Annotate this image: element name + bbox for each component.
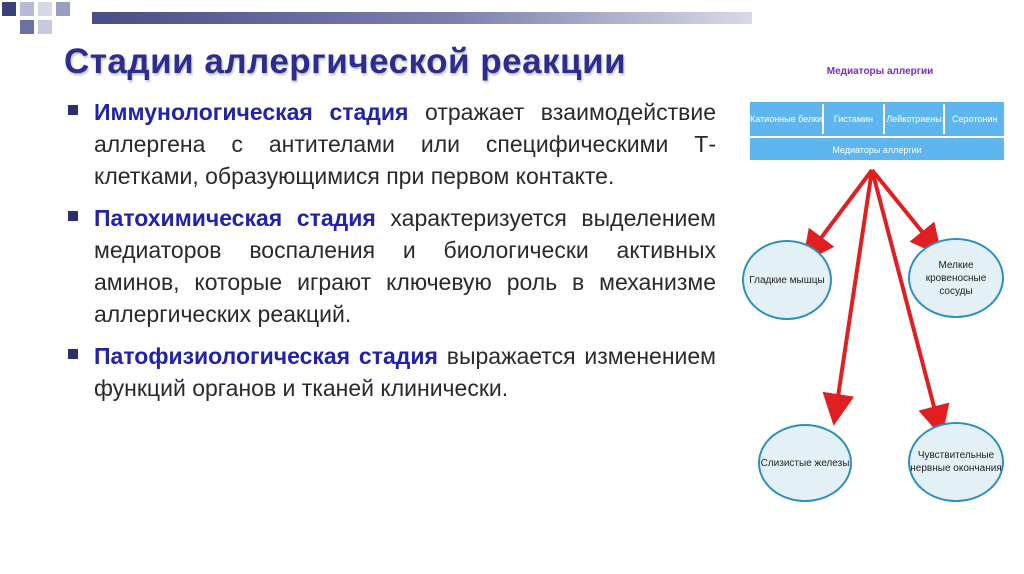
bullet-term: Иммунологическая стадия <box>94 99 409 125</box>
header-decorative-bar <box>92 12 752 24</box>
target-nerve-endings: Чувствительные нервные окончания <box>908 422 1004 502</box>
target-small-vessels: Мелкие кровеносные сосуды <box>908 238 1004 318</box>
bullet-pathophysiological <box>66 340 716 404</box>
bullet-list <box>66 96 716 414</box>
mediator-histamine: Гистамин <box>824 104 885 134</box>
bullet-description: отражает взаимодействие аллергена с антителами или специфическими Т-клетками, образующимися при первом контакте. <box>94 99 716 189</box>
bullet-text <box>94 340 716 404</box>
bullet-square-icon <box>68 211 78 221</box>
bullet-term: Патохимическая стадия <box>94 205 376 231</box>
bullet-description: характеризуется выделением медиаторов воспаления и биологически активных аминов, которые играют ключевую роль в механизме аллергических реакций. <box>94 205 716 327</box>
diagram-title: Медиаторы аллергии <box>826 66 934 77</box>
target-mucous-glands: Слизистые железы <box>758 424 852 502</box>
target-smooth-muscle: Гладкие мышцы <box>742 240 832 320</box>
bullet-text <box>94 96 716 192</box>
mediator-leukotrienes: Лейкотриены <box>885 104 946 134</box>
bullet-square-icon <box>68 349 78 359</box>
bullet-description: выражается изменением функций органов и тканей клинически. <box>94 343 716 401</box>
decorative-squares <box>0 0 80 45</box>
slide-title: Стадии аллергической реакции <box>64 42 627 81</box>
bullet-text <box>94 202 716 330</box>
bullet-pathochemical <box>66 202 716 330</box>
mediator-cationic-proteins: Катионные белки <box>750 104 824 134</box>
mediators-box <box>748 100 1006 162</box>
mediators-row <box>750 104 1004 134</box>
bullet-term: Патофизиологическая стадия <box>94 343 438 369</box>
arrow-to-mucous-glands <box>836 170 872 410</box>
bullet-square-icon <box>68 105 78 115</box>
bullet-immunological <box>66 96 716 192</box>
mediator-serotonin: Серотонин <box>952 114 998 124</box>
mediators-box-label: Медиаторы аллергии <box>750 136 1004 162</box>
